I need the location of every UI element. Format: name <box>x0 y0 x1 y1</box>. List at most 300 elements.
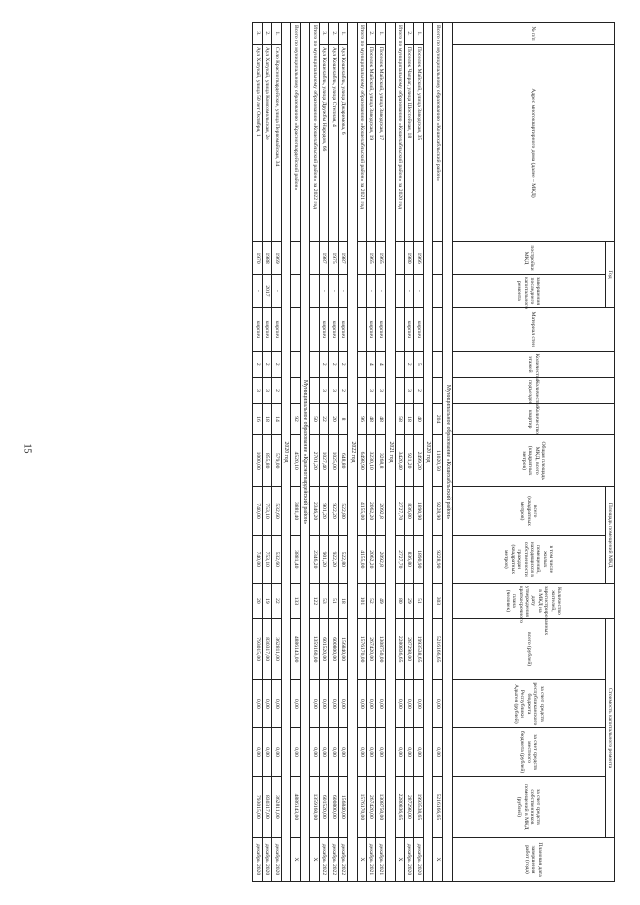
row-cell: 0,00 <box>367 728 376 776</box>
total-cell: 4155,00 <box>357 487 366 535</box>
row-address: Аул Хатукай, улица 50 лет Октября, 1 <box>253 44 262 241</box>
row-cell: декабрь 2022 <box>338 838 347 882</box>
total-cell: 3420,40 <box>395 434 404 487</box>
row-number: 1. <box>414 23 423 45</box>
total-row <box>291 23 300 882</box>
total-cell <box>433 307 442 351</box>
total-cell <box>395 242 404 275</box>
total-cell: 0,00 <box>433 680 442 728</box>
row-cell: кирпич <box>319 307 328 351</box>
total-cell <box>310 377 319 403</box>
table-row <box>367 23 376 882</box>
row-cell: 4 <box>367 351 376 377</box>
row-cell: - <box>338 274 347 307</box>
row-number: 3. <box>253 23 262 45</box>
row-cell: 156840,00 <box>338 776 347 837</box>
row-cell: 8 <box>338 404 347 435</box>
total-cell <box>310 307 319 351</box>
row-address: Поселок Чапраг, улица Шоссейная, 18 <box>405 44 414 241</box>
row-cell: 20 <box>253 583 262 618</box>
row-cell: - <box>329 274 338 307</box>
total-cell: 5216166,65 <box>433 776 442 837</box>
row-cell: 2 <box>405 351 414 377</box>
row-cell: кирпич <box>367 307 376 351</box>
row-cell: 3 <box>405 377 414 403</box>
row-cell: 3230,10 <box>367 434 376 487</box>
row-cell: 2 <box>338 351 347 377</box>
total-cell <box>357 274 366 307</box>
row-cell: 522,80 <box>338 487 347 535</box>
row-cell: 267420,00 <box>367 618 376 679</box>
col-year-repair: завершения последнего капитального ремонта <box>452 274 605 307</box>
row-number: 3. <box>319 23 328 45</box>
row-cell: кирпич <box>414 307 423 351</box>
row-cell: 0,00 <box>319 680 328 728</box>
total-cell: 122 <box>310 583 319 618</box>
col-floors: Количество этажей <box>452 351 614 377</box>
row-cell: 2 <box>272 351 281 377</box>
row-cell: 922,20 <box>329 535 338 583</box>
row-cell: 836,80 <box>405 535 414 583</box>
row-cell: 3268,8 <box>376 434 385 487</box>
row-cell: 20 <box>329 404 338 435</box>
row-cell: 1308750,00 <box>376 776 385 837</box>
col-apartments: Количество квартир <box>452 404 614 435</box>
row-address: Аул Кошехабль, улица Степная, 4 <box>329 44 338 241</box>
row-cell: 836,80 <box>405 487 414 535</box>
row-cell: - <box>414 274 423 307</box>
total-cell: 3881,40 <box>291 535 300 583</box>
row-cell: 901,20 <box>319 487 328 535</box>
total-cell: 50 <box>310 404 319 435</box>
row-cell: 753,10 <box>262 487 271 535</box>
row-cell: 1987 <box>319 242 328 275</box>
section-title: 2020 год <box>423 23 433 882</box>
row-cell: 1987 <box>338 242 347 275</box>
total-cell <box>433 351 442 377</box>
row-cell: 1000,00 <box>253 434 262 487</box>
row-address: Поселок Майский, улица Заводская, 35 <box>414 44 423 241</box>
row-cell: кирпич <box>253 307 262 351</box>
row-cell: 3 <box>319 377 328 403</box>
row-cell: 0,00 <box>414 728 423 776</box>
section-row <box>348 23 358 882</box>
row-cell: 2 <box>253 351 262 377</box>
row-cell: 1966 <box>414 242 423 275</box>
row-cell: 793015,00 <box>253 776 262 837</box>
total-cell: 2701,20 <box>310 434 319 487</box>
total-row <box>310 23 319 882</box>
col-premises-private: в том числе жилых помещений, находящихся в собственности граждан (квадратных метров) <box>452 535 605 583</box>
total-cell: 1576170,00 <box>357 618 366 679</box>
section-row <box>385 23 395 882</box>
row-cell: - <box>253 274 262 307</box>
total-cell <box>433 377 442 403</box>
total-label: Всего по муниципальному образованию «Красногвардейский район» <box>291 23 300 242</box>
total-cell: 0,00 <box>310 680 319 728</box>
row-number: 2. <box>405 23 414 45</box>
row-address: Аул Кошехабль, улица Джаримова, 6 <box>338 44 347 241</box>
row-cell: 753,10 <box>262 535 271 583</box>
total-cell <box>395 377 404 403</box>
total-label: Итого по муниципальному образованию «Кошехабльский район» за 2020 год <box>395 23 404 242</box>
row-cell: - <box>272 274 281 307</box>
row-cell: - <box>367 274 376 307</box>
rotated-page <box>50 22 615 882</box>
total-cell: 4886143,00 <box>291 776 300 837</box>
row-cell: 1027,40 <box>319 434 328 487</box>
row-cell: 830317,00 <box>262 776 271 837</box>
row-cell: 0,00 <box>338 680 347 728</box>
total-cell: 96 <box>357 404 366 435</box>
row-number: 1. <box>272 23 281 45</box>
row-cell: 0,00 <box>329 680 338 728</box>
total-cell: 92 <box>291 404 300 435</box>
section-row <box>442 23 452 882</box>
total-cell: X <box>357 838 366 882</box>
row-cell: 1965 <box>376 242 385 275</box>
row-cell: 14 <box>272 404 281 435</box>
row-cell: 921,20 <box>405 434 414 487</box>
row-cell: 901,20 <box>319 535 328 583</box>
total-cell <box>357 307 366 351</box>
total-cell: 5216166,65 <box>433 618 442 679</box>
section-title: 2022 год <box>348 23 358 882</box>
row-cell: 740,00 <box>253 487 262 535</box>
col-cost-local: за счет средств местного бюджета (рублей) <box>452 728 605 776</box>
row-cell: 793015,00 <box>253 618 262 679</box>
row-cell: 53 <box>319 583 328 618</box>
row-cell: 579,00 <box>272 434 281 487</box>
row-cell: 16 <box>253 404 262 435</box>
row-cell: 1969 <box>272 242 281 275</box>
row-cell: 0,00 <box>272 728 281 776</box>
total-cell: 58 <box>395 404 404 435</box>
row-cell: 1890,90 <box>414 535 423 583</box>
row-number: 2. <box>367 23 376 45</box>
row-cell: - <box>376 274 385 307</box>
table-row <box>414 23 423 882</box>
total-row <box>395 23 404 882</box>
total-cell: 9228,90 <box>433 535 442 583</box>
row-cell: 2092,8 <box>376 487 385 535</box>
row-cell: декабрь 2020 <box>405 838 414 882</box>
total-row <box>433 23 442 882</box>
row-cell: 22 <box>319 404 328 435</box>
total-cell: 1359160,00 <box>310 618 319 679</box>
row-cell: 18 <box>262 404 271 435</box>
row-cell: 19 <box>262 583 271 618</box>
row-cell: 52 <box>367 583 376 618</box>
row-cell: 2 <box>319 351 328 377</box>
section-title: 2020 год <box>281 23 291 882</box>
total-cell: 4886143,00 <box>291 618 300 679</box>
total-cell <box>395 307 404 351</box>
total-cell: X <box>395 838 404 882</box>
row-cell: 600800,00 <box>329 618 338 679</box>
total-cell <box>291 274 300 307</box>
total-row <box>357 23 366 882</box>
row-address: Поселок Майский, улица Заводская, 19 <box>367 44 376 241</box>
row-cell: 156840,00 <box>338 618 347 679</box>
row-cell: 267420,00 <box>367 776 376 837</box>
row-address: Аул Кошехабль, улица Дружбы Народов, 66 <box>319 44 328 241</box>
col-entrances: Количество подъездов <box>452 377 614 403</box>
total-cell: 4155,00 <box>357 535 366 583</box>
total-label: Всего по муниципальному образованию «Кошехабльский район» <box>433 23 442 242</box>
row-cell: 0,00 <box>376 680 385 728</box>
table-row <box>319 23 328 882</box>
total-cell <box>291 307 300 351</box>
total-cell <box>357 242 366 275</box>
total-cell: 2346,20 <box>310 487 319 535</box>
total-cell: 2280836,65 <box>395 618 404 679</box>
total-cell: 3881,40 <box>291 487 300 535</box>
total-cell: 0,00 <box>357 728 366 776</box>
total-cell <box>291 242 300 275</box>
table-row <box>376 23 385 882</box>
total-cell: 4520,10 <box>291 434 300 487</box>
row-cell: 522,80 <box>338 535 347 583</box>
row-cell: 2 <box>262 351 271 377</box>
row-cell: 1993538,65 <box>414 776 423 837</box>
capital-repair-table <box>252 22 615 882</box>
total-cell: X <box>291 838 300 882</box>
row-cell: 51 <box>414 583 423 618</box>
row-cell: 0,00 <box>414 680 423 728</box>
total-cell <box>310 274 319 307</box>
section-row <box>423 23 433 882</box>
table-body <box>253 23 452 882</box>
total-label: Итого по муниципальному образованию «Кошехабльский район» за 2021 год <box>357 23 366 242</box>
row-cell: 18 <box>405 404 414 435</box>
row-cell: 532,60 <box>272 535 281 583</box>
row-cell: 2 <box>414 377 423 403</box>
table-header <box>452 23 614 882</box>
row-cell: кирпич <box>262 307 271 351</box>
row-cell: декабрь 2020 <box>414 838 423 882</box>
row-cell: 4 <box>376 351 385 377</box>
row-cell: 2017 <box>262 274 271 307</box>
row-cell: кирпич <box>329 307 338 351</box>
total-cell: 303 <box>433 583 442 618</box>
total-cell: X <box>310 838 319 882</box>
total-cell: 0,00 <box>395 680 404 728</box>
row-cell: 0,00 <box>253 728 262 776</box>
row-cell: 0,00 <box>319 728 328 776</box>
total-cell: 2727,70 <box>395 487 404 535</box>
table-row <box>405 23 414 882</box>
row-cell: - <box>319 274 328 307</box>
page-number: 15 <box>21 443 33 454</box>
total-cell: 80 <box>395 583 404 618</box>
row-cell: 2499,20 <box>414 434 423 487</box>
row-cell: 22 <box>272 583 281 618</box>
row-cell: 5 <box>414 351 423 377</box>
row-address: Аул Хатукай, улица Комсомольская, 2е <box>262 44 271 241</box>
col-cost-owners: за счет средств собственников помещений в МКД (рублей) <box>452 776 605 837</box>
total-cell <box>395 274 404 307</box>
row-cell: 362811,00 <box>272 618 281 679</box>
table-row <box>338 23 347 882</box>
total-cell: 0,00 <box>357 680 366 728</box>
total-cell: 11020,50 <box>433 434 442 487</box>
row-cell: 40 <box>414 404 423 435</box>
row-cell: 0,00 <box>262 728 271 776</box>
total-cell: X <box>433 838 442 882</box>
row-number: 1. <box>338 23 347 45</box>
row-cell: 601520,00 <box>319 776 328 837</box>
section-title: Муниципальное образование «Красногвардейский район» <box>300 23 310 882</box>
col-premises-total: всего (квадратных метров) <box>452 487 605 535</box>
total-cell <box>357 377 366 403</box>
total-cell: 0,00 <box>291 728 300 776</box>
row-cell: 922,20 <box>329 487 338 535</box>
row-cell: 1980 <box>405 242 414 275</box>
row-cell: 0,00 <box>338 728 347 776</box>
row-cell: 2 <box>272 377 281 403</box>
row-number: 2. <box>262 23 271 45</box>
total-cell: 1576170,00 <box>357 776 366 837</box>
row-cell: 18 <box>338 583 347 618</box>
total-cell: 0,00 <box>310 728 319 776</box>
row-cell: 3 <box>367 377 376 403</box>
col-cost-group: Стоимость капитального ремонта <box>605 618 614 837</box>
total-cell <box>433 242 442 275</box>
section-row <box>300 23 310 882</box>
col-cost-total: всего (рублей) <box>452 618 605 679</box>
row-cell: 49 <box>376 583 385 618</box>
row-number: 1. <box>376 23 385 45</box>
row-cell: 648,80 <box>338 434 347 487</box>
row-cell: 48 <box>376 404 385 435</box>
row-cell: 3 <box>262 377 271 403</box>
row-cell: 600800,00 <box>329 776 338 837</box>
row-cell: 0,00 <box>367 680 376 728</box>
total-label: Итого по муниципальному образованию «Кошехабльский район» за 2022 год <box>310 23 319 242</box>
row-cell: 1025,00 <box>329 434 338 487</box>
col-wall: Материал стен <box>452 307 614 351</box>
table-row <box>272 23 281 882</box>
row-cell: 1988 <box>262 242 271 275</box>
total-cell <box>291 377 300 403</box>
row-cell: 362811,00 <box>272 776 281 837</box>
row-cell: декабрь 2021 <box>367 838 376 882</box>
col-year-group: Год <box>605 242 614 308</box>
row-number: 2. <box>329 23 338 45</box>
row-cell: кирпич <box>376 307 385 351</box>
row-cell: 287298,00 <box>405 618 414 679</box>
col-cost-republic: за счет средств республиканского бюджета Республики Адыгея (рублей) <box>452 680 605 728</box>
row-cell: 287298,00 <box>405 776 414 837</box>
row-cell: 48 <box>367 404 376 435</box>
col-num: № п/п <box>452 23 614 45</box>
section-title: Муниципальное образование «Кошехабльский район» <box>442 23 452 882</box>
total-cell: 133 <box>291 583 300 618</box>
row-cell: 1975 <box>329 242 338 275</box>
col-premises-group: Площадь помещений МКД <box>605 487 614 583</box>
total-cell: 1359160,00 <box>310 776 319 837</box>
row-cell: декабрь 2021 <box>376 838 385 882</box>
total-cell <box>395 351 404 377</box>
row-cell: 1890,90 <box>414 487 423 535</box>
total-cell <box>357 351 366 377</box>
row-address: Поселок Майский, улица Заводская, 17 <box>376 44 385 241</box>
row-cell: декабрь 2020 <box>272 838 281 882</box>
total-cell: 9228,90 <box>433 487 442 535</box>
landscape-content <box>50 22 615 882</box>
row-cell: 2062,20 <box>367 535 376 583</box>
row-cell: 0,00 <box>253 680 262 728</box>
row-cell: 740,00 <box>253 535 262 583</box>
row-cell: 1965 <box>367 242 376 275</box>
row-cell: кирпич <box>405 307 414 351</box>
row-cell: 2062,20 <box>367 487 376 535</box>
row-cell: 830317,00 <box>262 618 271 679</box>
total-cell <box>310 242 319 275</box>
row-cell: 2092,8 <box>376 535 385 583</box>
row-cell: 0,00 <box>405 728 414 776</box>
total-cell: 0,00 <box>433 728 442 776</box>
section-title: 2021 год <box>385 23 395 882</box>
row-cell: 3 <box>376 377 385 403</box>
col-address: Адрес многоквартирного дома (далее – МКД) <box>452 44 614 241</box>
row-cell: декабрь 2020 <box>262 838 271 882</box>
row-cell: 29 <box>405 583 414 618</box>
col-planned-date: Плановая дата завершения работ (года) <box>452 838 614 882</box>
row-cell: 1993538,65 <box>414 618 423 679</box>
total-cell: 2346,20 <box>310 535 319 583</box>
total-cell: 2280836,65 <box>395 776 404 837</box>
row-cell: 532,60 <box>272 487 281 535</box>
row-cell: 2 <box>338 377 347 403</box>
row-cell: декабрь 2022 <box>329 838 338 882</box>
row-cell: 1308750,00 <box>376 618 385 679</box>
row-cell: - <box>405 274 414 307</box>
total-cell: 204 <box>433 404 442 435</box>
row-cell: 2 <box>329 351 338 377</box>
total-cell: 0,00 <box>395 728 404 776</box>
row-cell: декабрь 2020 <box>253 838 262 882</box>
total-cell <box>433 274 442 307</box>
row-cell: 51 <box>329 583 338 618</box>
col-year-built: постройки МКД <box>452 242 605 275</box>
row-cell: кирпич <box>272 307 281 351</box>
row-cell: 0,00 <box>405 680 414 728</box>
row-cell: 0,00 <box>329 728 338 776</box>
total-cell <box>310 351 319 377</box>
total-cell <box>291 351 300 377</box>
row-cell: 855,80 <box>262 434 271 487</box>
total-cell: 2727,70 <box>395 535 404 583</box>
row-cell: 0,00 <box>272 680 281 728</box>
table-row <box>253 23 262 882</box>
row-cell: 3 <box>329 377 338 403</box>
row-address: Село Красногвардейское, улица Первомайская, 34 <box>272 44 281 241</box>
table-row <box>262 23 271 882</box>
col-total-area: Общая площадь МКД, всего (квадратных метров) <box>452 434 614 487</box>
total-cell: 6498,90 <box>357 434 366 487</box>
col-residents: Количество жителей, зарегистрированных в МКД на дату утверждения краткосрочного плана (человек) <box>452 583 614 618</box>
row-cell: кирпич <box>338 307 347 351</box>
row-cell: 0,00 <box>376 728 385 776</box>
table-row <box>329 23 338 882</box>
row-cell: декабрь 2022 <box>319 838 328 882</box>
row-cell: 3 <box>253 377 262 403</box>
row-cell: 1970 <box>253 242 262 275</box>
total-cell: 101 <box>357 583 366 618</box>
section-row <box>281 23 291 882</box>
